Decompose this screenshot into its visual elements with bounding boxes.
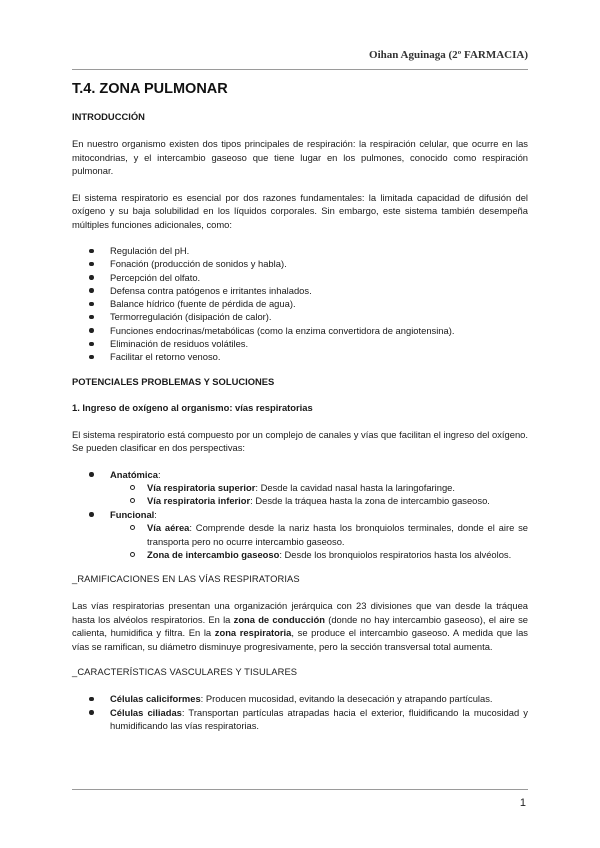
intro-paragraph-1: En nuestro organismo existen dos tipos principales de respiración: la respiración celular, que ocurre en las mitocondrias, y el intercambio gaseoso que tiene lugar en los pulmones, conocido como respiración pulmonar. — [72, 138, 528, 176]
bullet-icon — [89, 288, 94, 293]
bullet-icon — [89, 328, 94, 333]
bullet-icon — [89, 342, 94, 347]
ramificaciones-heading: _RAMIFICACIONES EN LAS VÍAS RESPIRATORIAS — [72, 573, 300, 585]
sublist-item: Vía respiratoria superior: Desde la cavidad nasal hasta la laringofaringe. — [110, 481, 528, 494]
bullet-icon — [89, 355, 94, 360]
list-item-anatomica: Anatómica: Vía respiratoria superior: Desde la cavidad nasal hasta la laringofaringe. Vía respiratoria inferior: Desde la tráquea hasta la zona de intercambio gaseoso. — [72, 468, 528, 508]
bullet-icon — [89, 710, 94, 715]
airways-subheading: 1. Ingreso de oxígeno al organismo: vías respiratorias — [72, 401, 313, 413]
header-author: Oihan Aguinaga (2º FARMACIA) — [369, 49, 528, 61]
list-item: Regulación del pH. — [72, 244, 528, 257]
intro-paragraph-2: El sistema respiratorio es esencial por dos razones fundamentales: la limitada capacidad de difusión del oxígeno y su baja solubilidad en los líquidos corporales. Sin embargo, este sistema también desempeña múltiples funciones adicionales, como: — [72, 191, 528, 230]
bullet-icon — [89, 697, 94, 702]
ramificaciones-paragraph: Las vías respiratorias presentan una organización jerárquica con 23 divisiones que van desde la tráquea hasta los alvéolos respiratorios. En la zona de conducción (donde no hay intercambio gaseoso), el aire se calienta, humidifica y filtra. En la zona respiratoria, se produce el intercambio gaseoso. A medida que las vías se ramifican, su diámetro disminuye progresivamente, pero la sección transversal total aumenta. — [72, 600, 528, 652]
intro-heading: INTRODUCCIÓN — [72, 111, 145, 122]
bullet-icon — [89, 249, 94, 254]
sublist-item: Vía respiratoria inferior: Desde la tráquea hasta la zona de intercambio gaseoso. — [110, 494, 528, 507]
bullet-icon — [89, 262, 94, 267]
header-divider — [72, 69, 528, 70]
circle-bullet-icon — [130, 525, 135, 530]
list-item: Defensa contra patógenos e irritantes inhalados. — [72, 284, 528, 297]
document-title: T.4. ZONA PULMONAR — [72, 81, 228, 97]
list-item: Termorregulación (disipación de calor). — [72, 310, 528, 323]
circle-bullet-icon — [130, 485, 135, 490]
document-body — [72, 80, 528, 745]
perspectives-list — [72, 468, 528, 561]
sublist-item: Zona de intercambio gaseoso: Desde los bronquiolos respiratorios hasta los alvéolos. — [110, 548, 528, 561]
bullet-icon — [89, 472, 94, 477]
funcional-sublist — [110, 521, 528, 561]
list-item: Células ciliadas: Transportan partículas atrapadas hacia el exterior, fluidificando la mucosidad y humidificando las vías respiratorias. — [72, 706, 528, 733]
list-item-funcional: Funcional: Vía aérea: Comprende desde la nariz hasta los bronquiolos terminales, donde el aire se transporta pero no ocurre intercambio gaseoso. Zona de intercambio gaseoso: Desde los bronquiolos respiratorios hasta los alvéolos. — [72, 508, 528, 561]
footer-divider — [72, 789, 528, 790]
bullet-icon — [89, 275, 94, 280]
circle-bullet-icon — [130, 552, 135, 557]
airways-paragraph: El sistema respiratorio está compuesto por un complejo de canales y vías que facilitan el ingreso del oxígeno. Se pueden clasificar en dos perspectivas: — [72, 428, 528, 454]
list-item: Eliminación de residuos volátiles. — [72, 337, 528, 350]
list-item: Balance hídrico (fuente de pérdida de agua). — [72, 297, 528, 310]
list-item: Células caliciformes: Producen mucosidad, evitando la desecación y atrapando partículas. — [72, 692, 528, 706]
functions-list — [72, 244, 528, 364]
bullet-icon — [89, 512, 94, 517]
tissue-list — [72, 692, 528, 733]
anatomica-sublist — [110, 481, 528, 508]
bullet-icon — [89, 315, 94, 320]
list-item: Facilitar el retorno venoso. — [72, 350, 528, 363]
bullet-icon — [89, 302, 94, 307]
list-item: Funciones endocrinas/metabólicas (como la enzima convertidora de angiotensina). — [72, 324, 528, 337]
circle-bullet-icon — [130, 498, 135, 503]
problems-heading: POTENCIALES PROBLEMAS Y SOLUCIONES — [72, 375, 275, 387]
caracteristicas-heading: _CARACTERÍSTICAS VASCULARES Y TISULARES — [72, 666, 298, 678]
sublist-item: Vía aérea: Comprende desde la nariz hasta los bronquiolos terminales, donde el aire se transporta pero no ocurre intercambio gaseoso. — [110, 521, 528, 548]
list-item: Percepción del olfato. — [72, 271, 528, 284]
page-number: 1 — [519, 797, 526, 809]
list-item: Fonación (producción de sonidos y habla). — [72, 257, 528, 270]
